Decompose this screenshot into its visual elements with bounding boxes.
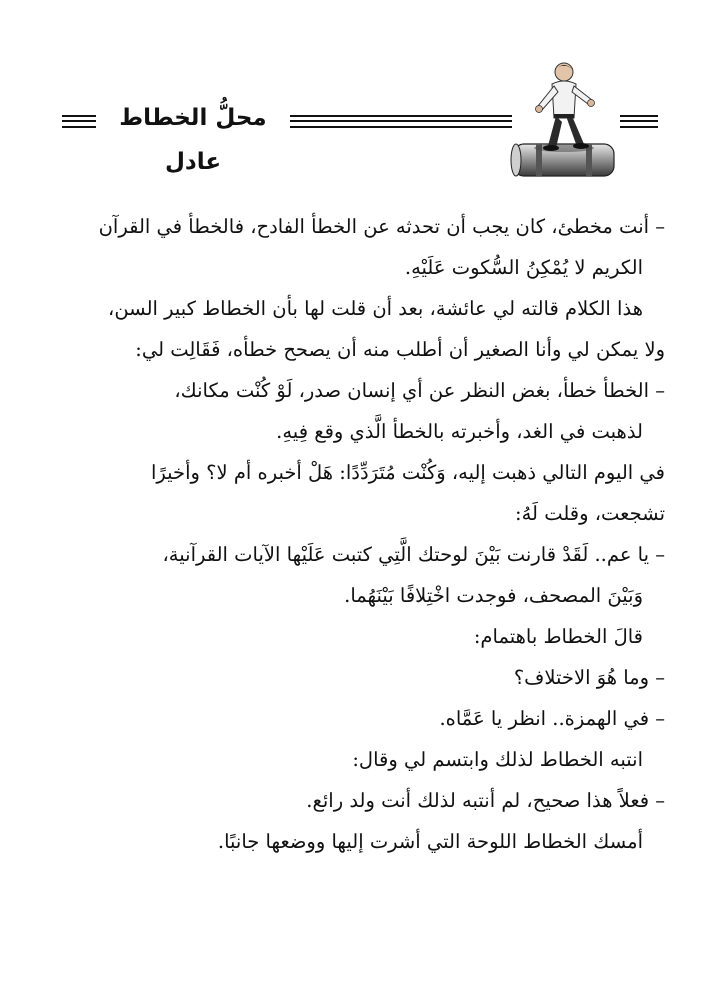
text-line: – وما هُوَ الاختلاف؟ — [513, 666, 665, 689]
text-line: – في الهمزة.. انظر يا عَمَّاه. — [439, 707, 665, 730]
story-text — [55, 206, 665, 862]
narration-paragraph — [55, 616, 665, 657]
text-line: وَبَيْنَ المصحف، فوجدت اخْتِلافًا بَيْنَهُما. — [344, 584, 643, 607]
dialogue-paragraph — [55, 534, 665, 616]
chapter-title: محلُّ الخطاط عادل — [119, 105, 267, 175]
text-line: في اليوم التالي ذهبت إليه، وَكُنْت مُتَرَدِّدًا: هَلْ أخبره أم لا؟ وأخيرًا — [151, 461, 665, 484]
boy-standing-on-barrel-icon — [508, 60, 620, 180]
text-line: – فعلاً هذا صحيح، لم أنتبه لذلك أنت ولد رائع. — [306, 789, 665, 812]
text-line: قالَ الخطاط باهتمام: — [473, 625, 643, 648]
text-line: أمسك الخطاط اللوحة التي أشرت إليها ووضعها جانبًا. — [217, 830, 643, 853]
decorative-rule-right — [620, 115, 658, 128]
text-line: ولا يمكن لي وأنا الصغير أن أطلب منه أن يصحح خطأه، فَقَالِت لي: — [135, 338, 665, 361]
decorative-rule-left — [62, 115, 96, 128]
chapter-header — [50, 60, 670, 180]
text-line: – يا عم.. لَقَدْ قارنت بَيْنَ لوحتك الَّتِي كتبت عَلَيْها الآيات القرآنية، — [162, 543, 665, 566]
narration-paragraph — [55, 821, 665, 862]
text-line: – أنت مخطئ، كان يجب أن تحدثه عن الخطأ الفادح، فالخطأ في القرآن — [98, 215, 665, 238]
text-line: الكريم لا يُمْكِنُ السُّكوت عَلَيْهِ. — [404, 256, 643, 279]
narration-paragraph — [55, 452, 665, 534]
narration-paragraph — [55, 288, 665, 370]
text-line: تشجعت، وقلت لَهُ: — [515, 502, 665, 525]
text-line: لذهبت في الغد، وأخبرته بالخطأ الَّذي وقع فِيهِ. — [276, 420, 643, 443]
dialogue-paragraph — [55, 206, 665, 288]
dialogue-paragraph — [55, 698, 665, 739]
narration-paragraph — [55, 739, 665, 780]
dialogue-paragraph — [55, 657, 665, 698]
decorative-rule-middle — [290, 115, 512, 128]
dialogue-paragraph — [55, 780, 665, 821]
text-line: – الخطأ خطأ، بغض النظر عن أي إنسان صدر، لَوْ كُنْت مكانك، — [174, 379, 665, 402]
text-line: هذا الكلام قالته لي عائشة، بعد أن قلت لها بأن الخطاط كبير السن، — [108, 297, 643, 320]
text-line: انتبه الخطاط لذلك وابتسم لي وقال: — [352, 748, 643, 771]
dialogue-paragraph — [55, 370, 665, 452]
